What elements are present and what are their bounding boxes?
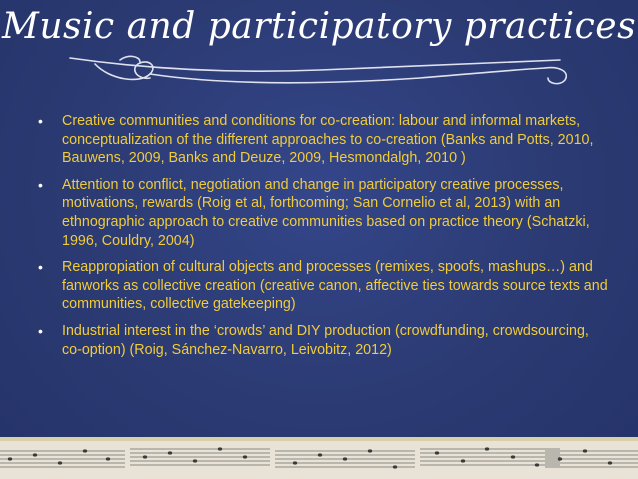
bullet-text: Industrial interest in the ‘crowds’ and DIY production (crowdfunding, crowdsourcing, co-option) (Roig, Sánchez-Navarro, Leivobitz, 2012) bbox=[62, 322, 589, 358]
bullet-item bbox=[38, 322, 608, 359]
bullet-text: Attention to conflict, negotiation and change in participatory creative processes, motivations, rewards (Roig et al, forthcoming; San Cornelio et al, 2013) with an ethnographic approach to creative communities based on practice theory (Schatzki, 1996, Couldry, 2004) bbox=[62, 176, 590, 249]
sheet-music-panel bbox=[0, 441, 130, 479]
sheet-music-strip-icon bbox=[0, 437, 638, 479]
sheet-music-panel bbox=[540, 441, 638, 479]
bullet-list bbox=[38, 112, 608, 367]
bullet-text: Creative communities and conditions for co-creation: labour and informal markets, conceptualization of the different approaches to co-creation (Banks and Potts, 2010, Bauwens, 2009, Banks and Deuze, 2009, Hesmondalgh, 2010 ) bbox=[62, 113, 594, 167]
bullet-dot-icon: • bbox=[38, 176, 43, 193]
sheet-music-panel bbox=[125, 441, 275, 479]
bullet-dot-icon: • bbox=[38, 259, 43, 276]
slide-title: Music and participatory practices bbox=[1, 6, 637, 47]
bullet-dot-icon: • bbox=[38, 322, 43, 339]
sheet-music-panel bbox=[270, 441, 420, 479]
bullet-item bbox=[38, 112, 608, 168]
bullet-item bbox=[38, 176, 608, 250]
bullet-item bbox=[38, 258, 608, 314]
scroll-flourish-icon bbox=[0, 40, 638, 90]
bullet-text: Reappropiation of cultural objects and processes (remixes, spoofs, mashups…) and fanworks as collective creation (creative canon, affective ties towards source texts and communities, collective gatekeeping) bbox=[62, 259, 608, 313]
bullet-dot-icon: • bbox=[38, 113, 43, 129]
